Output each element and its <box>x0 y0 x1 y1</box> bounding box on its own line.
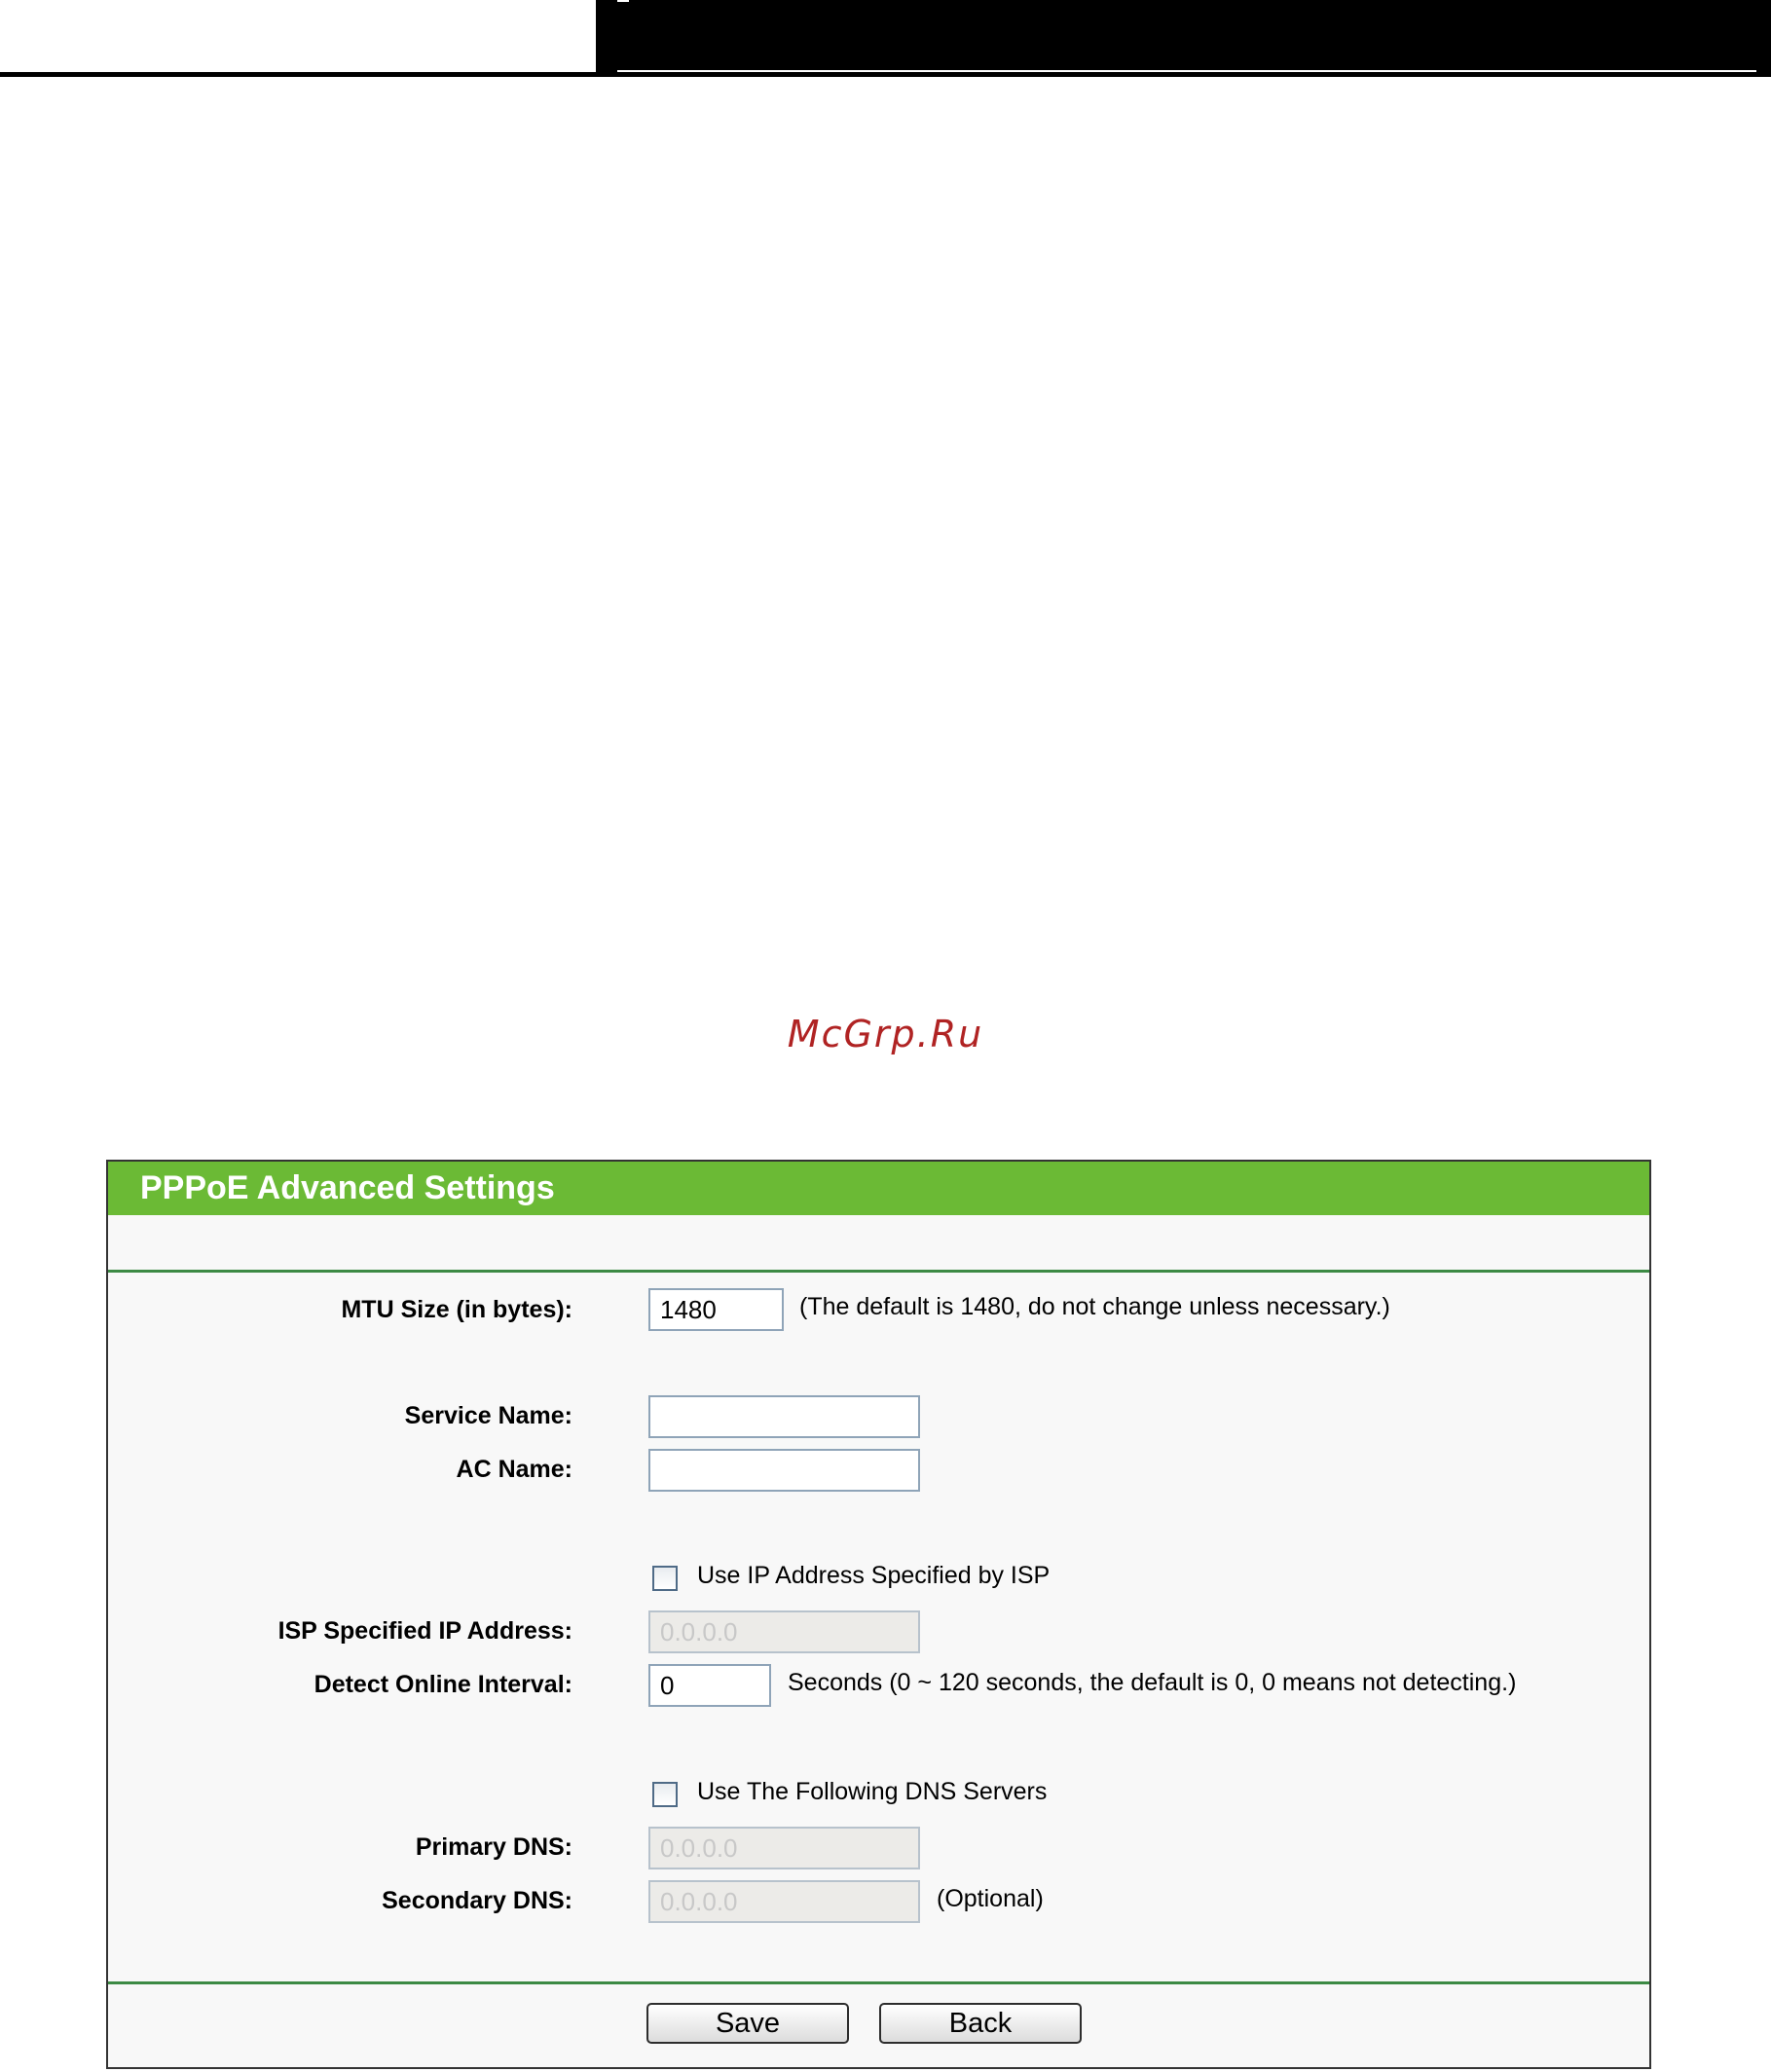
secondary-dns-input <box>648 1880 920 1923</box>
top-separator <box>108 1270 1649 1273</box>
ac-name-label: AC Name: <box>456 1456 572 1483</box>
header-tick-mark <box>617 0 629 2</box>
mtu-size-label: MTU Size (in bytes): <box>341 1296 572 1323</box>
primary-dns-label: Primary DNS: <box>415 1833 572 1861</box>
use-dns-checkbox[interactable] <box>652 1782 678 1807</box>
document-header-bar <box>596 0 1771 77</box>
bottom-separator <box>108 1981 1649 1984</box>
use-isp-ip-label: Use IP Address Specified by ISP <box>697 1562 1051 1589</box>
mtu-size-hint: (The default is 1480, do not change unless necessary.) <box>799 1293 1390 1320</box>
panel-title: PPPoE Advanced Settings <box>108 1162 1649 1215</box>
secondary-dns-label: Secondary DNS: <box>382 1887 572 1914</box>
isp-ip-label: ISP Specified IP Address: <box>277 1617 572 1645</box>
isp-ip-input <box>648 1610 920 1653</box>
detect-interval-label: Detect Online Interval: <box>314 1671 572 1698</box>
document-header-rule <box>0 72 1771 77</box>
service-name-label: Service Name: <box>404 1402 572 1429</box>
service-name-input[interactable] <box>648 1395 920 1438</box>
mtu-size-input[interactable] <box>648 1288 784 1331</box>
use-isp-ip-checkbox[interactable] <box>652 1566 678 1591</box>
primary-dns-input <box>648 1827 920 1869</box>
pppoe-advanced-settings-panel <box>106 1160 1651 2069</box>
detect-interval-hint: Seconds (0 ~ 120 seconds, the default is 0, 0 means not detecting.) <box>788 1669 1517 1696</box>
save-button[interactable]: Save <box>646 2003 849 2044</box>
secondary-dns-hint: (Optional) <box>937 1885 1044 1912</box>
ac-name-input[interactable] <box>648 1449 920 1492</box>
use-dns-label: Use The Following DNS Servers <box>697 1778 1048 1805</box>
back-button[interactable]: Back <box>879 2003 1082 2044</box>
watermark-text: McGrp.Ru <box>787 1013 984 1055</box>
detect-interval-input[interactable] <box>648 1664 771 1707</box>
